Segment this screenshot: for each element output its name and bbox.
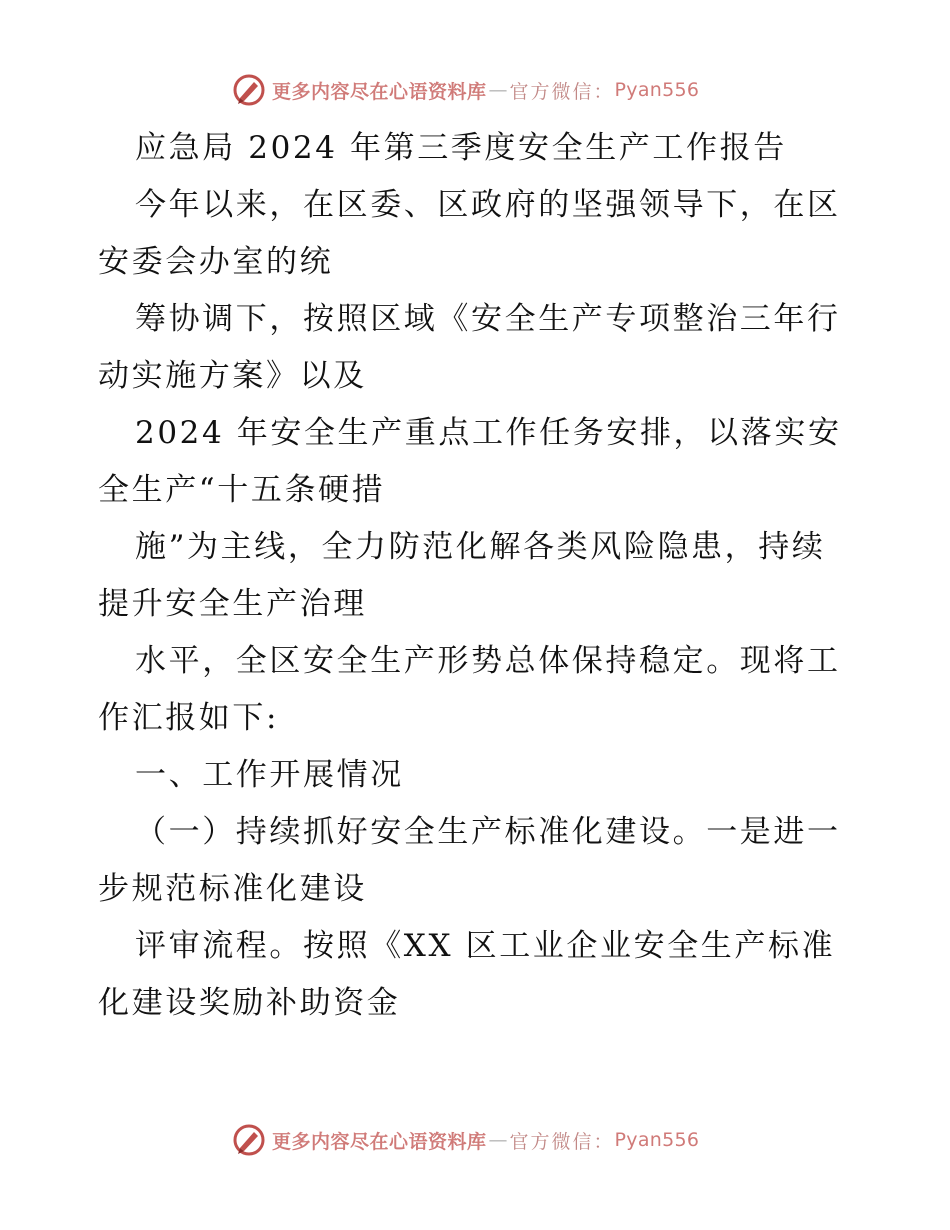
text-line: 应急局 2024 年第三季度安全生产工作报告 xyxy=(135,130,787,166)
text-line: 一、工作开展情况 xyxy=(135,757,404,793)
watermark-wechat-id: Pyan556 xyxy=(614,1129,700,1151)
text-line: 安委会办室的统 xyxy=(98,244,334,280)
watermark-slogan: 更多内容尽在心语资料库 xyxy=(272,1130,487,1153)
watermark-wechat-label: 官方微信： xyxy=(509,80,615,103)
header-watermark xyxy=(232,70,699,110)
report-body xyxy=(98,120,858,1032)
watermark-dash: — xyxy=(488,79,508,101)
text-line: 步规范标准化建设 xyxy=(98,871,367,907)
pen-logo-icon xyxy=(232,73,266,107)
text-line: 水平，全区安全生产形势总体保持稳定。现将工 xyxy=(135,643,841,679)
text-line: 作汇报如下: xyxy=(98,700,280,736)
watermark-wechat-id: Pyan556 xyxy=(614,79,700,101)
text-line: 2024 年安全生产重点工作任务安排，以落实安 xyxy=(135,415,842,451)
pen-logo-icon xyxy=(232,1123,266,1157)
footer-watermark xyxy=(232,1120,699,1160)
text-line: 动实施方案》以及 xyxy=(98,358,367,394)
text-line: 评审流程。按照《XX 区工业企业安全生产标准 xyxy=(135,928,836,964)
text-line: 全生产“十五条硬措 xyxy=(98,472,386,508)
watermark-slogan: 更多内容尽在心语资料库 xyxy=(272,80,487,103)
text-line: 筹协调下，按照区域《安全生产专项整治三年行 xyxy=(135,301,841,337)
text-line: 提升安全生产治理 xyxy=(98,586,367,622)
text-line: （一）持续抓好安全生产标准化建设。一是进一 xyxy=(135,814,841,850)
text-line: 今年以来，在区委、区政府的坚强领导下，在区 xyxy=(135,187,841,223)
text-line: 化建设奖励补助资金 xyxy=(98,985,401,1021)
watermark-dash: — xyxy=(488,1129,508,1151)
text-line: 施”为主线，全力防范化解各类风险隐患，持续 xyxy=(135,529,826,565)
watermark-wechat-label: 官方微信： xyxy=(509,1130,615,1153)
